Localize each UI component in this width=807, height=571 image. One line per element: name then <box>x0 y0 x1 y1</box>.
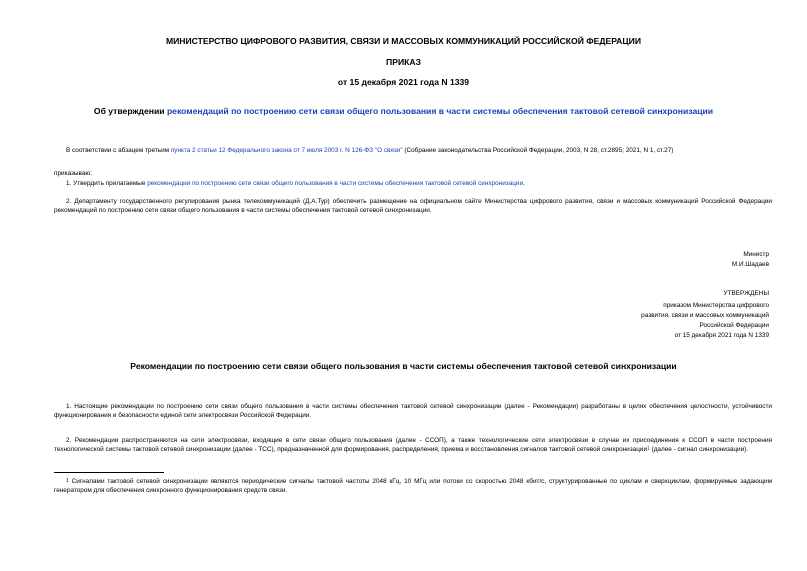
order-directive: приказываю: <box>54 170 92 177</box>
footnote-mark: 1 <box>66 478 69 484</box>
recommendations-link[interactable]: рекомендации по построению сети связи общего пользования в части системы обеспечения тактовой сетевой синхронизации <box>147 180 524 187</box>
footnote <box>54 477 772 495</box>
order-title <box>30 106 777 116</box>
approved-line: от 15 декабря 2021 года N 1339 <box>674 332 769 339</box>
footnote-divider <box>54 472 164 473</box>
preamble-text-before: В соответствии с абзацем третьим <box>66 147 171 154</box>
order-word: ПРИКАЗ <box>386 57 421 67</box>
approved-line: Российской Федерации <box>699 322 769 329</box>
footnote-reference[interactable]: 1 <box>647 446 650 452</box>
order-date: от 15 декабря 2021 года N 1339 <box>337 77 470 87</box>
preamble <box>66 146 772 155</box>
federal-law-link[interactable]: пункта 2 статьи 12 Федерального закона от 7 июля 2003 г. N 126-ФЗ "О связи" <box>170 147 403 154</box>
paragraph-2-end: (далее - сигнал синхронизации). <box>649 446 749 453</box>
footnote-text: Сигналами тактовой сетевой синхронизации являются периодические сигналы тактовой частоты 2048 кГц, 10 МГц или потоки со скоростью 2048 кбит/с, структурированные по циклам и сверхциклам, формируемые задающим генератором для обеспечения синхронного функционирования средств связи. <box>54 478 772 494</box>
order-item-1-prefix: 1. Утвердить прилагаемые <box>66 180 148 187</box>
signature-name: М.И.Шадаев <box>731 261 769 268</box>
recommendations-paragraph-2 <box>54 436 772 454</box>
approved-line: приказом Министерства цифрового <box>663 302 769 309</box>
signature-role: Министр <box>743 251 769 258</box>
ministry-heading: МИНИСТЕРСТВО ЦИФРОВОГО РАЗВИТИЯ, СВЯЗИ И МАССОВЫХ КОММУНИКАЦИЙ РОССИЙСКОЙ ФЕДЕРАЦИИ <box>165 36 642 46</box>
approved-line: развития, связи и массовых коммуникаций <box>641 312 769 319</box>
preamble-text-after: (Собрание законодательства Российской Федерации, 2003, N 28, ст.2895; 2021, N 1, ст.27) <box>402 147 674 154</box>
recommendations-title: Рекомендации по построению сети связи общего пользования в части системы обеспечения тактовой сетевой синхронизации <box>130 361 677 371</box>
order-item-1-suffix: . <box>523 180 525 187</box>
order-title-link[interactable]: рекомендаций по построению сети связи общего пользования в части системы обеспечения тактовой сетевой синхронизации <box>166 106 714 116</box>
order-item-1 <box>66 179 525 188</box>
paragraph-2-text: 2. Рекомендации распространяются на сети электросвязи, входящие в сети связи общего пользования (далее - ССОП), а также технологические сети электросвязи в случае их присоединения к ССОП в части построения технологической системы тактовой сетевой синхронизации (далее - ТСС), предназначенной для формирования, распределения, приема и восстановления сигналов тактовой сетевой синхронизации <box>54 437 772 453</box>
recommendations-paragraph-1: 1. Настоящие рекомендации по построению сети связи общего пользования в части системы обеспечения тактовой сетевой синхронизации (далее - Рекомендации) разработаны в целях обеспечения целостности, устойчивости функционирования и безопасности единой сети электросвязи Российской Федерации. <box>54 403 772 419</box>
order-item-2: 2. Департаменту государственного регулирования рынка телекоммуникаций (Д.А.Тур) обеспечить размещение на официальном сайте Министерства цифрового развития, связи и массовых коммуникаций Российской Федерации рекомендаций по построению сети связи общего пользования в части системы обеспечения тактовой сетевой синхронизации. <box>54 198 772 214</box>
approved-heading: УТВЕРЖДЕНЫ <box>723 290 769 297</box>
order-title-prefix: Об утверждении <box>93 106 167 116</box>
